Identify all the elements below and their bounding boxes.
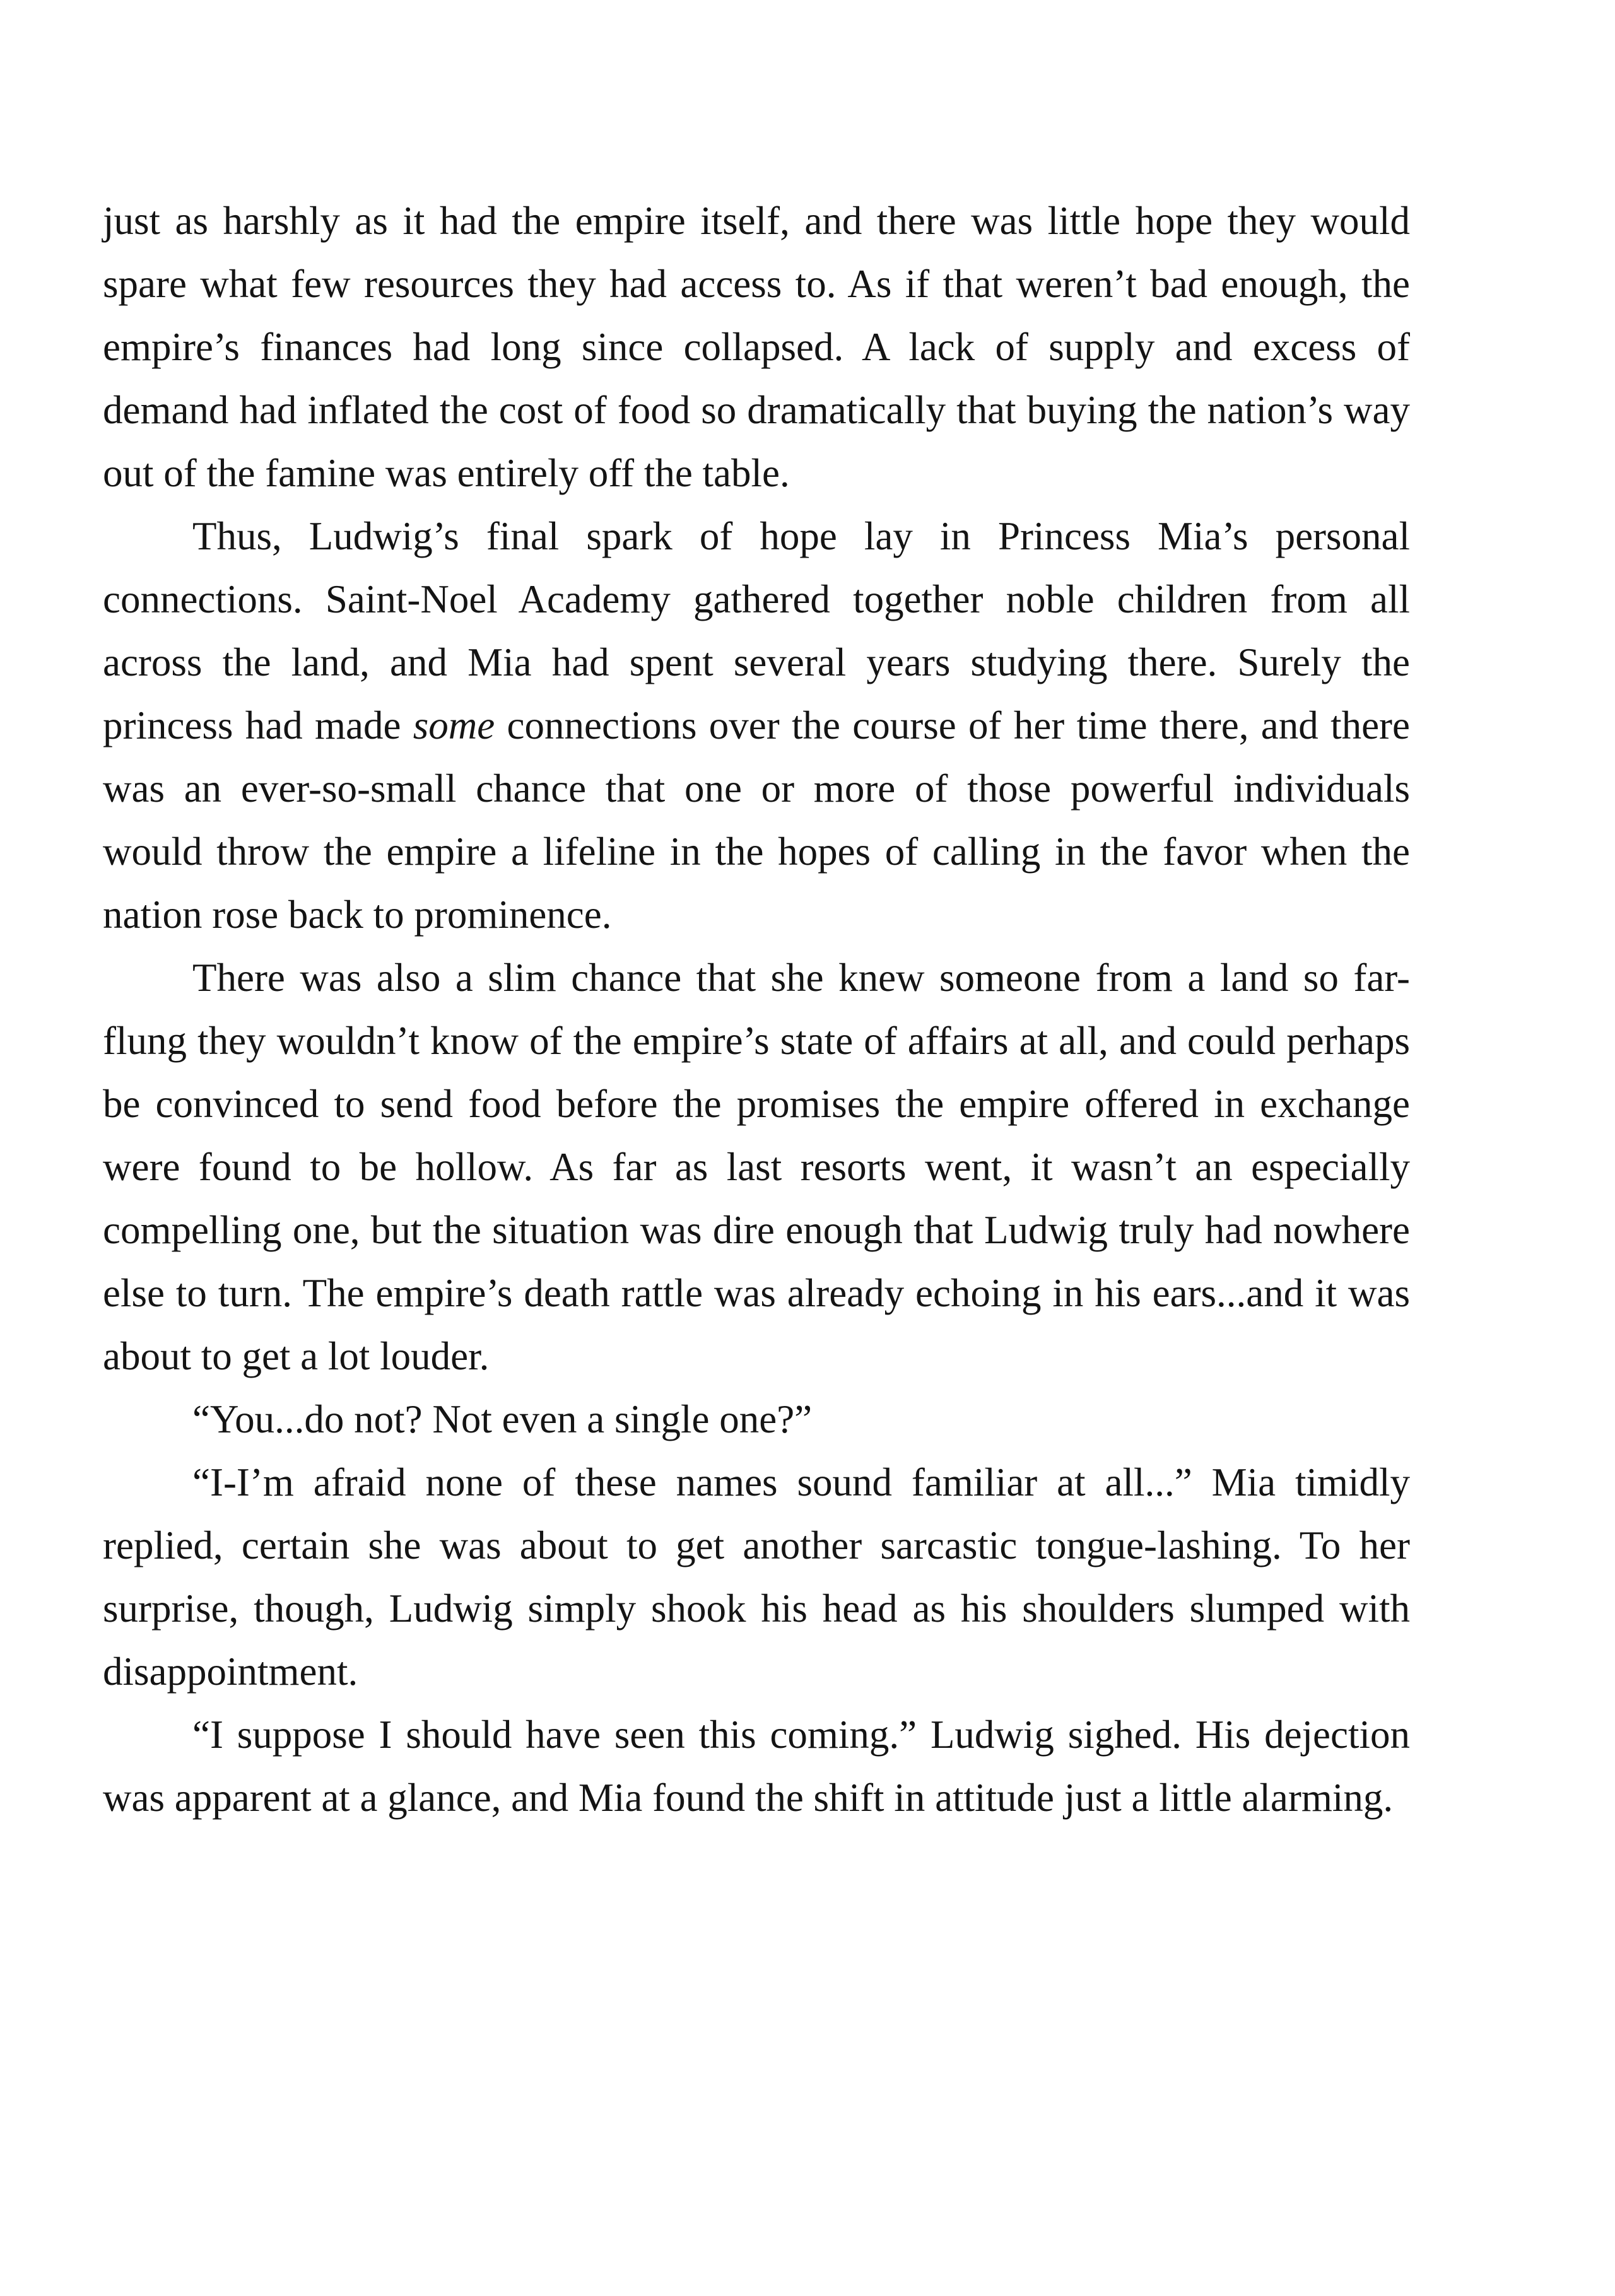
paragraph <box>103 946 1410 1388</box>
paragraph <box>103 1451 1410 1703</box>
page-text-block <box>103 189 1410 1829</box>
paragraph <box>103 189 1410 505</box>
text-run: just as harshly as it had the empire itself, and there was little hope they would spare what few resources they had access to. As if that weren’t bad enough, the empire’s finances had long since collapsed. A lack of supply and excess of demand had inflated the cost of food so dramatically that buying the nation’s way out of the famine was entirely off the table. <box>103 199 1410 495</box>
text-run: “I suppose I should have seen this coming.” Ludwig sighed. His dejection was apparent at a glance, and Mia found the shift in attitude just a little alarming. <box>103 1713 1410 1820</box>
text-run: There was also a slim chance that she knew someone from a land so far-flung they wouldn’t know of the empire’s state of affairs at all, and could perhaps be convinced to send food before the promises the empire offered in exchange were found to be hollow. As far as last resorts went, it wasn’t an especially compelling one, but the situation was dire enough that Ludwig truly had nowhere else to turn. The empire’s death rattle was already echoing in his ears...and it was about to get a lot louder. <box>103 956 1410 1378</box>
text-run: “You...do not? Not even a single one?” <box>192 1397 813 1441</box>
paragraph <box>103 1703 1410 1829</box>
paragraph <box>103 1388 1410 1451</box>
text-run: connections over the course of her time there, and there was an ever-so-small chance that one or more of those powerful individuals would throw the empire a lifeline in the hopes of calling in the favor when the nation rose back to prominence. <box>103 703 1410 937</box>
text-run: “I-I’m afraid none of these names sound familiar at all...” Mia timidly replied, certain she was about to get another sarcastic tongue-lashing. To her surprise, though, Ludwig simply shook his head as his shoulders slumped with disappointment. <box>103 1460 1410 1694</box>
paragraph <box>103 505 1410 946</box>
text-run: Thus, Ludwig’s final spark of hope lay in Princess Mia’s personal connections. Saint-Noel Academy gathered together noble children from all across the land, and Mia had spent several years studying there. Surely the princess had made <box>103 514 1410 747</box>
italic-text-run: some <box>413 703 495 747</box>
